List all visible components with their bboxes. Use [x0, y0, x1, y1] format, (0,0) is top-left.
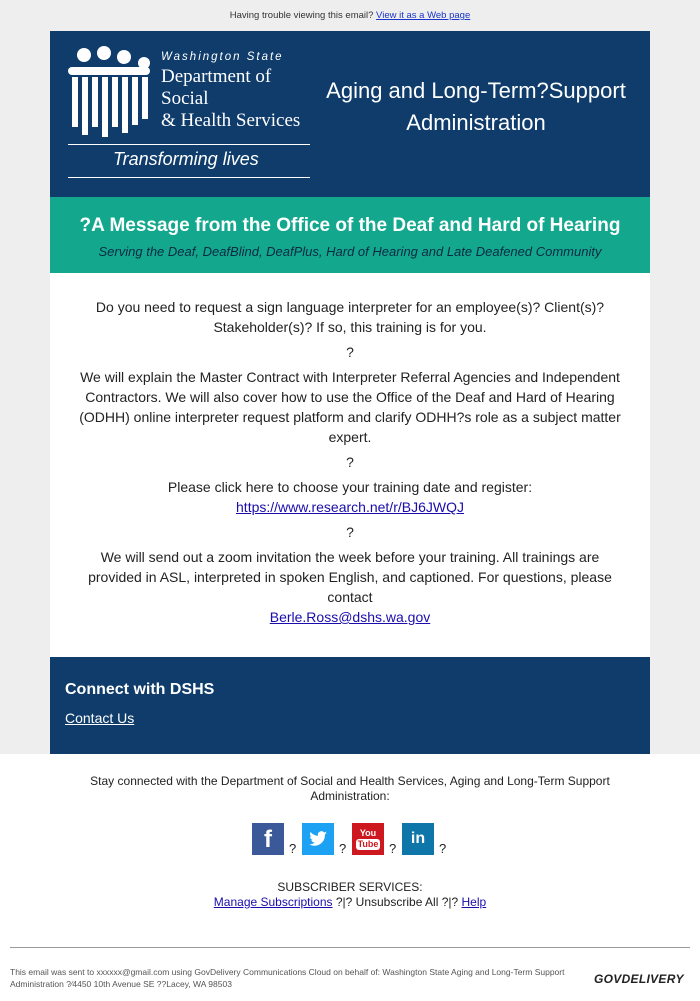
twitter-icon[interactable]	[302, 823, 334, 855]
body-spacer-3: ?	[346, 524, 354, 540]
body-para-1: Do you need to request a sign language interpreter for an employee(s)? Client(s)? Stakeholder(s)? If so, this training is for you.	[95, 299, 605, 335]
webview-text: Having trouble viewing this email?	[229, 10, 377, 21]
header	[50, 31, 650, 197]
banner-subheading: Serving the Deaf, DeafBlind, DeafPlus, Hard of Hearing and Late Deafened Community	[98, 244, 602, 259]
header-title-line1: Aging and Long-Term?Support	[326, 78, 626, 103]
facebook-icon[interactable]: f	[252, 823, 284, 855]
youtube-icon[interactable]: You Tube	[352, 823, 384, 855]
subscriber-heading: SUBSCRIBER SERVICES:	[277, 880, 423, 894]
contact-us-link[interactable]: Contact Us	[65, 710, 135, 726]
email-body	[50, 273, 650, 657]
logo-department	[161, 66, 312, 132]
body-para-2: We will explain the Master Contract with Interpreter Referral Agencies and Independent Contractors. We will also cover how to use the Office of the Deaf and Hard of Hearing (ODHH) online interpreter request platform and clarify ODHH?s role as a subject matter expert.	[79, 369, 621, 445]
banner-heading: ?A Message from the Office of the Deaf and Hard of Hearing	[79, 215, 621, 236]
header-title	[320, 75, 632, 139]
linkedin-icon[interactable]: in	[402, 823, 434, 855]
social-separator: ?	[439, 841, 447, 856]
register-link[interactable]: https://www.research.net/r/BJ6JWQJ	[236, 499, 464, 515]
header-title-line2: Administration	[406, 110, 546, 135]
logo-rule-bottom	[68, 177, 310, 178]
govdelivery-logo[interactable]: GOVDELIVERY	[594, 972, 684, 986]
logo-state: Washington State	[161, 51, 284, 63]
people-logo-icon	[66, 45, 156, 141]
message-banner	[50, 197, 650, 273]
help-link[interactable]: Help	[461, 895, 487, 909]
footer-divider	[10, 947, 690, 948]
contact-email-link[interactable]: Berle.Ross@dshs.wa.gov	[269, 609, 431, 625]
manage-subscriptions-link[interactable]: Manage Subscriptions	[213, 895, 333, 909]
social-separator: ?	[389, 841, 397, 856]
webview-bar	[0, 0, 700, 31]
subscriber-services	[0, 880, 700, 910]
logo-tagline: Transforming lives	[113, 149, 259, 169]
stay-connected-text: Stay connected with the Department of Social and Health Services, Aging and Long-Term Support Administration:	[90, 774, 610, 803]
body-spacer-2: ?	[346, 454, 354, 470]
footer	[0, 754, 700, 1001]
body-para-3: Please click here to choose your training date and register:	[167, 479, 533, 495]
logo-dept-line1: Department of Social	[161, 66, 272, 109]
body-para-4: We will send out a zoom invitation the week before your training. All trainings are provided in ASL, interpreted in spoken English, and captioned. For questions, please contact	[88, 549, 612, 605]
twitter-bird-icon	[302, 823, 334, 855]
fine-print: This email was sent to xxxxxx@gmail.com using GovDelivery Communications Cloud on behalf of: Washington State Aging and Long-Term Support Administration ?⁄4450 10th Avenue SE ??Lacey, WA 98503	[10, 967, 565, 989]
connect-section	[50, 657, 650, 754]
dshs-logo[interactable]	[66, 45, 312, 183]
social-separator: ?	[339, 841, 347, 856]
social-separator: ?	[289, 841, 297, 856]
connect-heading: Connect with DSHS	[65, 681, 215, 698]
body-spacer-1: ?	[346, 344, 354, 360]
unsubscribe-text[interactable]: ?|? Unsubscribe All ?|?	[332, 895, 462, 909]
logo-rule-top	[68, 144, 310, 145]
webview-link[interactable]: View it as a Web page	[376, 10, 471, 21]
logo-dept-line2: & Health Services	[161, 110, 301, 131]
